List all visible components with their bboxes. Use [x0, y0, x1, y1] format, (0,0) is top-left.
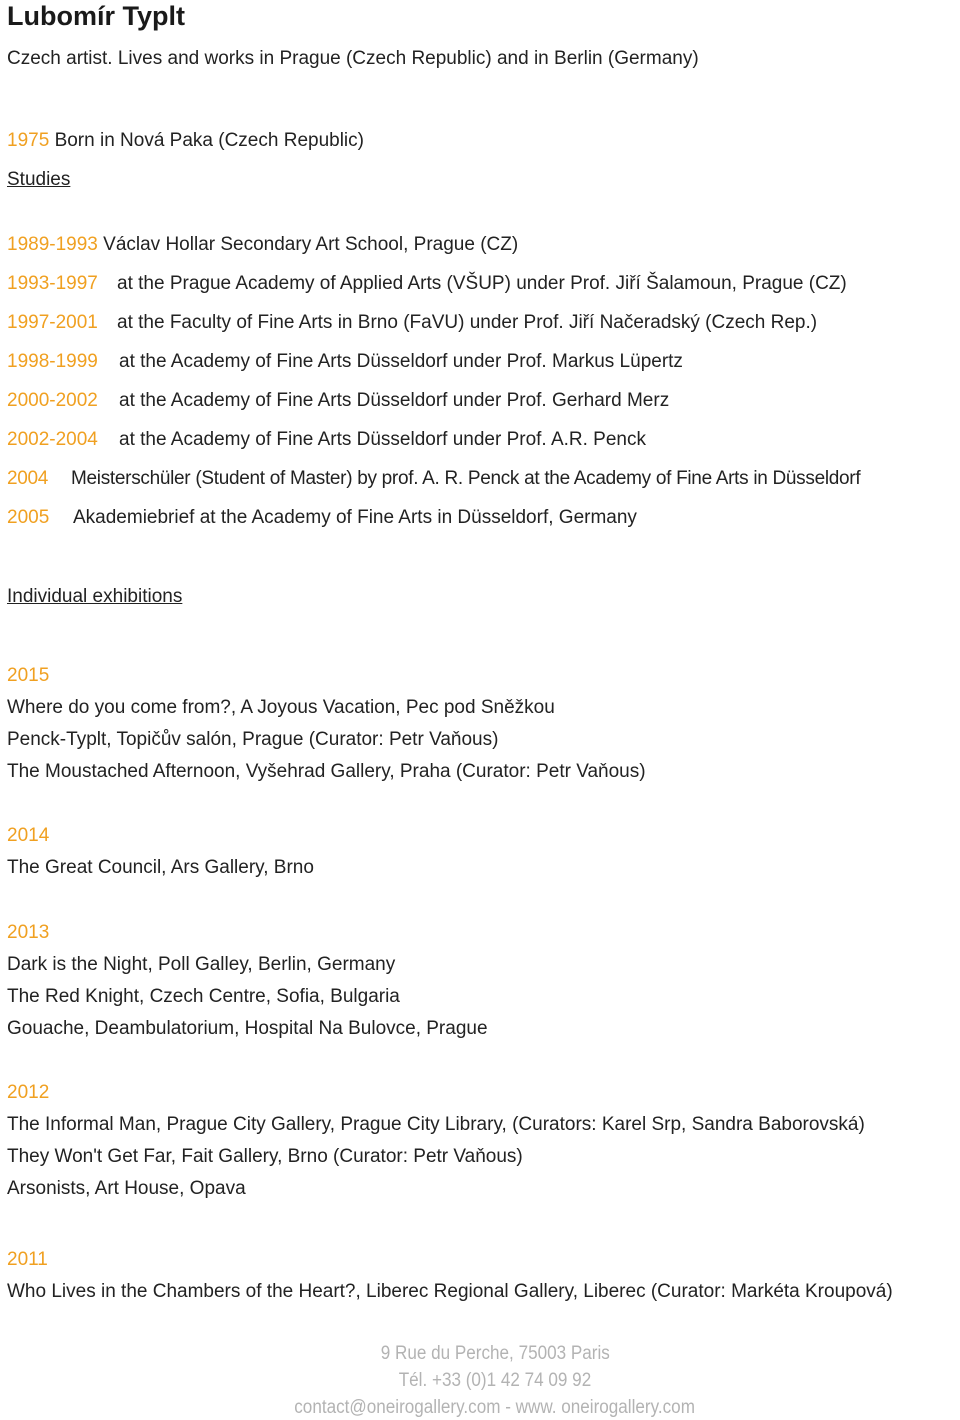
study-years: 2000-2002 [7, 390, 98, 411]
study-text: Meisterschüler (Student of Master) by prof. A. R. Penck at the Academy of Fine Arts in Düsseldorf [71, 468, 861, 489]
exhibition-item: The Red Knight, Czech Centre, Sofia, Bulgaria [7, 986, 400, 1007]
study-item [7, 467, 860, 491]
study-item [7, 506, 637, 530]
study-text: at the Academy of Fine Arts Düsseldorf under Prof. A.R. Penck [119, 429, 646, 450]
study-years: 2004 [7, 468, 49, 489]
exhibition-item: Dark is the Night, Poll Galley, Berlin, Germany [7, 954, 396, 975]
exhibition-item: Who Lives in the Chambers of the Heart?, Liberec Regional Gallery, Liberec (Curator: Markéta Kroupová) [7, 1281, 893, 1302]
artist-name: Lubomír Typlt [7, 1, 185, 31]
study-years: 1989-1993 [7, 234, 98, 255]
study-item [7, 389, 669, 413]
study-item [7, 272, 847, 296]
study-text: at the Faculty of Fine Arts in Brno (FaVU) under Prof. Jiří Načeradský (Czech Rep.) [117, 312, 818, 333]
study-years: 1998-1999 [7, 351, 98, 372]
studies-heading: Studies [7, 169, 71, 190]
exhibition-item: They Won't Get Far, Fait Gallery, Brno (Curator: Petr Vaňous) [7, 1146, 523, 1167]
birth-year: 1975 [7, 130, 50, 151]
exhibition-item: Where do you come from?, A Joyous Vacation, Pec pod Sněžkou [7, 697, 555, 718]
intro-text: Czech artist. Lives and works in Prague (Czech Republic) and in Berlin (Germany) [7, 48, 699, 69]
study-text: Akademiebrief at the Academy of Fine Arts in Düsseldorf, Germany [73, 507, 637, 528]
study-item [7, 350, 683, 374]
exhibition-year: 2012 [7, 1082, 50, 1103]
exhibition-item: The Great Council, Ars Gallery, Brno [7, 857, 314, 878]
footer-phone: Tél. +33 (0)1 42 74 09 92 [398, 1370, 592, 1391]
exhibition-item: Arsonists, Art House, Opava [7, 1178, 246, 1199]
exhibition-item: Penck-Typlt, Topičův salón, Prague (Curator: Petr Vaňous) [7, 729, 499, 750]
exhibition-item: Gouache, Deambulatorium, Hospital Na Bulovce, Prague [7, 1018, 488, 1039]
exhibition-item: The Moustached Afternoon, Vyšehrad Gallery, Praha (Curator: Petr Vaňous) [7, 761, 646, 782]
study-text: at the Academy of Fine Arts Düsseldorf under Prof. Markus Lüpertz [119, 351, 683, 372]
study-text: Václav Hollar Secondary Art School, Prague (CZ) [103, 234, 519, 255]
exhibition-item: The Informal Man, Prague City Gallery, Prague City Library, (Curators: Karel Srp, Sandra Baborovská) [7, 1114, 865, 1135]
exhibition-year: 2014 [7, 825, 50, 846]
study-years: 1993-1997 [7, 273, 98, 294]
exhibitions-heading: Individual exhibitions [7, 586, 183, 607]
study-years: 2002-2004 [7, 429, 98, 450]
study-text: at the Academy of Fine Arts Düsseldorf under Prof. Gerhard Merz [119, 390, 670, 411]
study-text: at the Prague Academy of Applied Arts (VŠUP) under Prof. Jiří Šalamoun, Prague (CZ) [117, 273, 847, 294]
footer-address: 9 Rue du Perche, 75003 Paris [380, 1343, 610, 1364]
footer-contact-link[interactable]: contact@oneirogallery.com - www. oneirogallery.com [294, 1397, 696, 1418]
exhibition-year: 2011 [7, 1249, 48, 1270]
exhibition-year: 2015 [7, 665, 50, 686]
birth-line [7, 129, 364, 153]
study-years: 2005 [7, 507, 50, 528]
study-item [7, 311, 817, 335]
study-item [7, 428, 646, 452]
study-years: 1997-2001 [7, 312, 98, 333]
study-item [7, 233, 518, 257]
birth-text: Born in Nová Paka (Czech Republic) [54, 130, 364, 151]
exhibition-year: 2013 [7, 922, 50, 943]
